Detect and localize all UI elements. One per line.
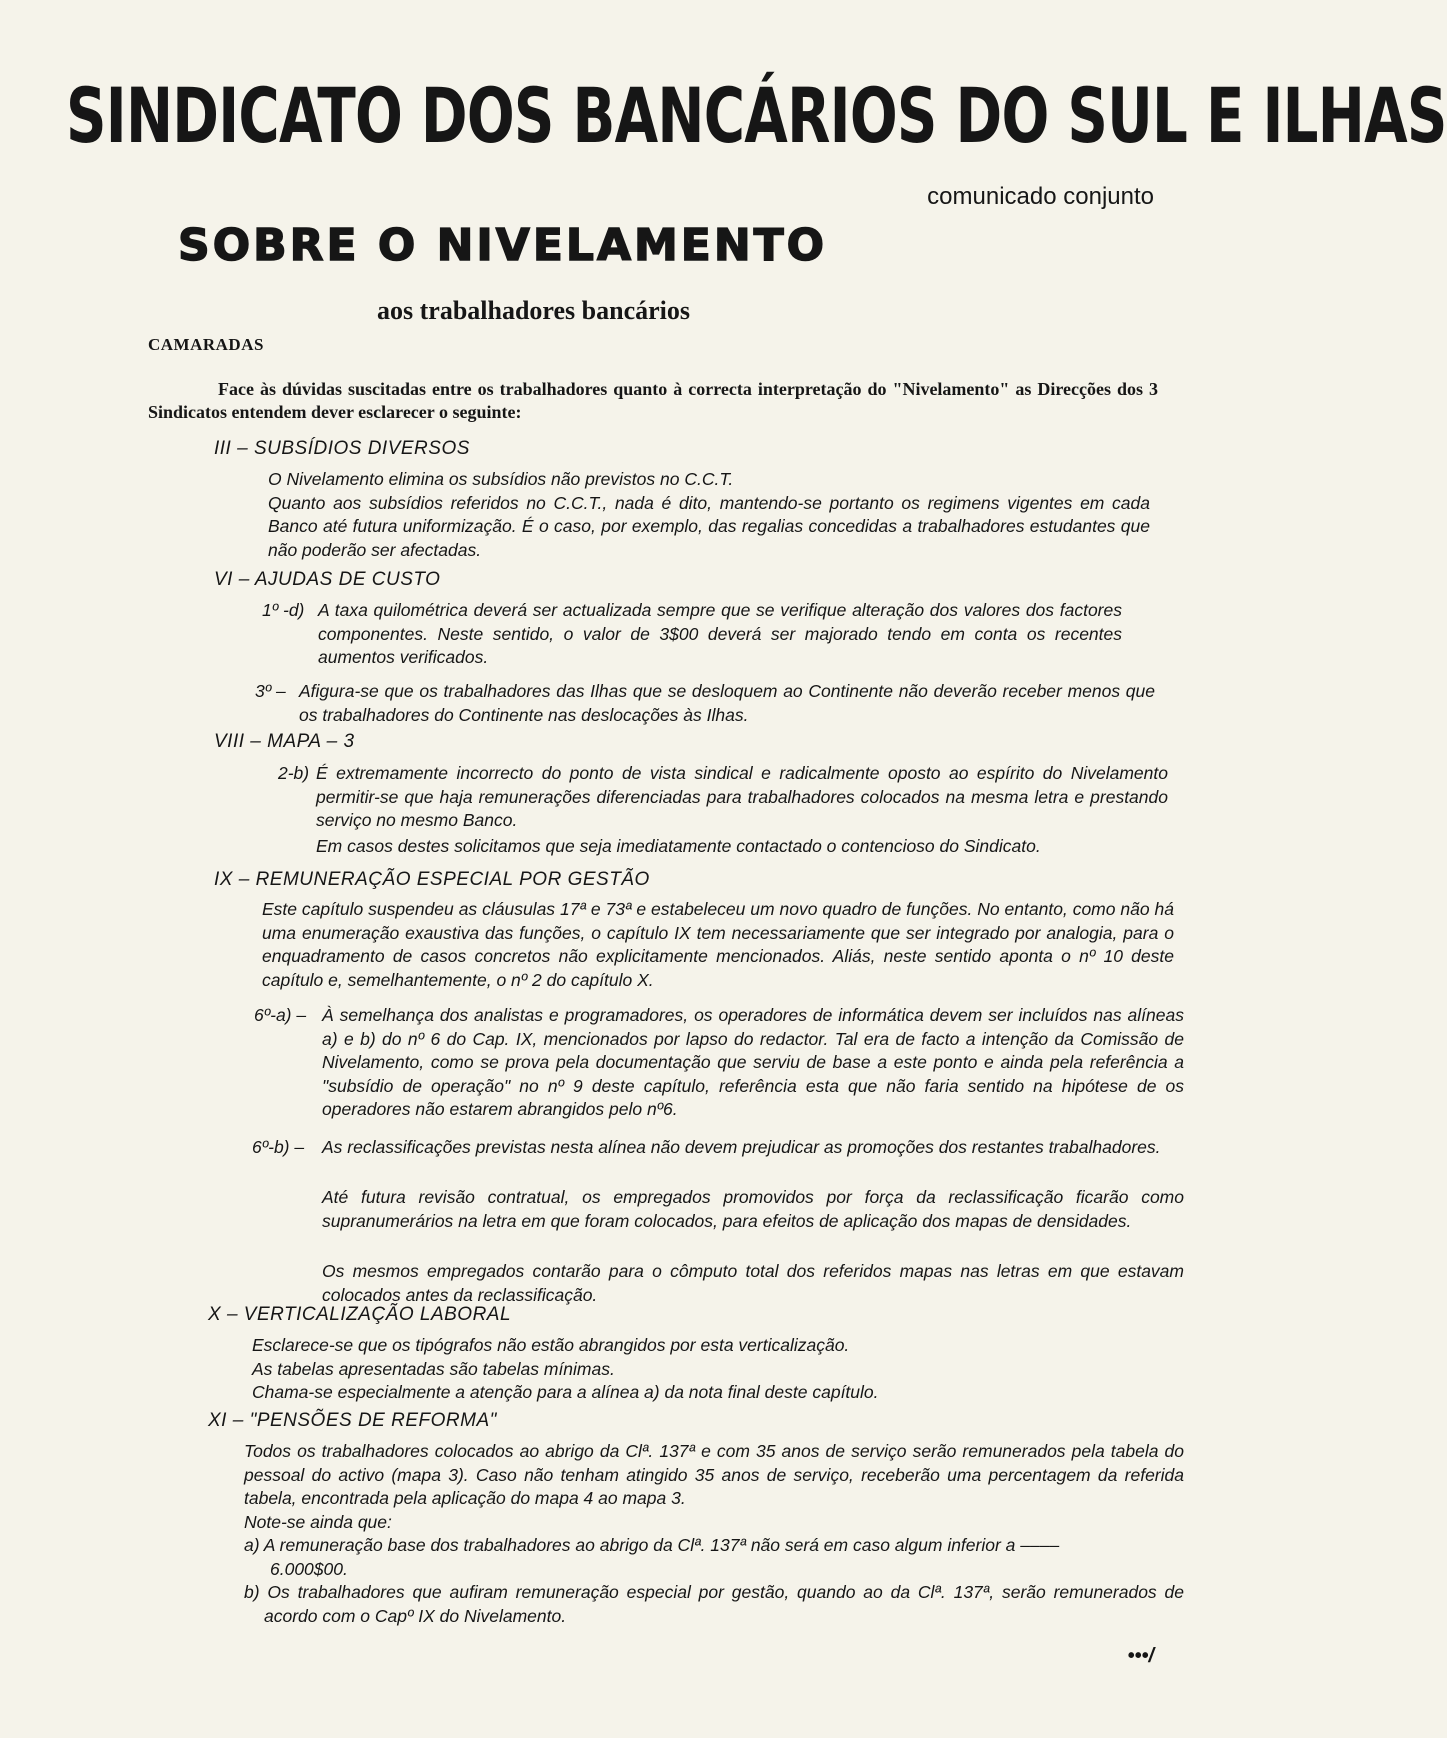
item-label: 3º – <box>255 681 286 701</box>
section-x-line-3: Chama-se especialmente a atenção para a alínea a) da nota final deste capítulo. <box>252 1382 879 1402</box>
item-text-2: Até futura revisão contratual, os empregados promovidos por força da reclassificação ficarão como supranumerários na letra em que foram colocados, para efeitos de aplicação dos mapas de densidades. <box>322 1187 1184 1231</box>
section-x-line-1: Esclarece-se que os tipógrafos não estão abrangidos por esta verticalização. <box>252 1335 850 1355</box>
section-xi-note: Note-se ainda que: <box>244 1511 392 1532</box>
greeting: CAMARADAS <box>148 335 264 354</box>
item-label: 1º -d) <box>262 600 305 620</box>
section-ix-p1: Este capítulo suspendeu as cláusulas 17ª e 73ª e estabeleceu um novo quadro de funções. No entanto, como não há uma enumeração exaustiva das funções, o capítulo IX tem necessariamente que ser integrado por analogia, para o enquadramento de casos concretos não explicitamente mencionados. Aliás, neste sentido aponta o nº 10 deste capítulo e, semelhantemente, o nº 2 do capítulo X. <box>262 899 1174 990</box>
section-vi-item-1 <box>262 599 1162 669</box>
section-xi-a: a) A remuneração base dos trabalhadores ao abrigo da Clª. 137ª não será em caso algum inferior a –––– <box>244 1535 1060 1555</box>
section-title-xi: XI – "PENSÕES DE REFORMA" <box>208 1410 497 1431</box>
section-viii-item-1 <box>278 762 1168 862</box>
section-vi-item-2 <box>255 680 1155 730</box>
intro-paragraph: Face às dúvidas suscitadas entre os trabalhadores quanto à correcta interpretação do "Nivelamento" as Direcções dos 3 Sindicatos entendem dever esclarecer o seguinte: <box>148 379 1158 422</box>
item-label: 2-b) <box>278 763 310 783</box>
item-text-3: Os mesmos empregados contarão para o cômputo total dos referidos mapas nas letras em que estavam colocados antes da reclassificação. <box>322 1261 1184 1305</box>
section-xi-a-amount: 6.000$00. <box>270 1558 348 1579</box>
section-title-iii: III – SUBSÍDIOS DIVERSOS <box>214 438 470 459</box>
section-xi-b: b) Os trabalhadores que aufiram remuneração especial por gestão, quando ao da Clª. 137ª, serão remunerados de acordo com o Capº IX do Nivelamento. <box>244 1582 1184 1626</box>
item-text-2: Em casos destes solicitamos que seja imediatamente contactado o contencioso do Sindicato. <box>316 836 1041 856</box>
section-xi-p1: Todos os trabalhadores colocados ao abrigo da Clª. 137ª e com 35 anos de serviço serão remunerados pela tabela do pessoal do activo (mapa 3). Caso não tenham atingido 35 anos de serviço, receberão uma percentagem da referida tabela, encontrada pela aplicação do mapa 4 ao mapa 3. <box>244 1441 1184 1508</box>
item-label: 6º-a) – <box>254 1005 307 1025</box>
subheadline: aos trabalhadores bancários <box>377 296 690 325</box>
headline: SOBRE O NIVELAMENTO <box>178 220 828 271</box>
item-text: É extremamente incorrecto do ponto de vista sindical e radicalmente oposto ao espírito do Nivelamento permitir-se que haja remunerações diferenciadas para trabalhadores colocados na mesma letra e prestando serviço no mesmo Banco. <box>316 763 1168 830</box>
section-x-body <box>252 1334 1152 1405</box>
section-iii-body <box>268 468 1150 562</box>
item-text: À semelhança dos analistas e programadores, os operadores de informática devem ser incluídos nas alíneas a) e b) do nº 6 do Cap. IX, mencionados por lapso do redactor. Tal era de facto a intenção da Comissão de Nivelamento, como se prova pela documentação que serviu de base a este ponto e ainda pela referência a "subsídio de operação" no nº 9 deste capítulo, referência esta que não faria sentido na hipótese de os operadores não estarem abrangidos pelo nº6. <box>322 1005 1184 1119</box>
section-title-viii: VIII – MAPA – 3 <box>214 731 355 752</box>
section-xi-body <box>244 1440 1184 1628</box>
section-ix-item-6b <box>252 1136 1184 1305</box>
union-masthead: SINDICATO DOS BANCÁRIOS DO SUL E ILHAS <box>66 71 1447 160</box>
item-label: 6º-b) – <box>252 1137 305 1157</box>
item-text: Afigura-se que os trabalhadores das Ilhas que se desloquem ao Continente não deverão receber menos que os trabalhadores do Continente nas deslocações às Ilhas. <box>299 681 1155 725</box>
section-title-ix: IX – REMUNERAÇÃO ESPECIAL POR GESTÃO <box>214 869 650 890</box>
item-text: As reclassificações previstas nesta alínea não devem prejudicar as promoções dos restantes trabalhadores. <box>322 1137 1161 1157</box>
section-title-vi: VI – AJUDAS DE CUSTO <box>214 569 441 590</box>
subtitle: comunicado conjunto <box>927 183 1154 210</box>
section-title-x: X – VERTICALIZAÇÃO LABORAL <box>208 1304 512 1325</box>
item-text: A taxa quilométrica deverá ser actualizada sempre que se verifique alteração dos valores dos factores componentes. Neste sentido, o valor de 3$00 deverá ser majorado tendo em conta os recentes aumentos verificados. <box>318 600 1122 667</box>
continuation-mark: •••/ <box>1127 1645 1154 1667</box>
section-iii-p2: Quanto aos subsídios referidos no C.C.T., nada é dito, mantendo-se portanto os regimens vigentes em cada Banco até futura uniformização. É o caso, por exemplo, das regalias concedidas a trabalhadores estudantes que não poderão ser afectadas. <box>268 492 1150 560</box>
section-ix-item-6a <box>254 1004 1184 1134</box>
section-iii-p1: O Nivelamento elimina os subsídios não previstos no C.C.T. <box>268 469 734 489</box>
section-x-line-2: As tabelas apresentadas são tabelas mínimas. <box>252 1358 615 1379</box>
